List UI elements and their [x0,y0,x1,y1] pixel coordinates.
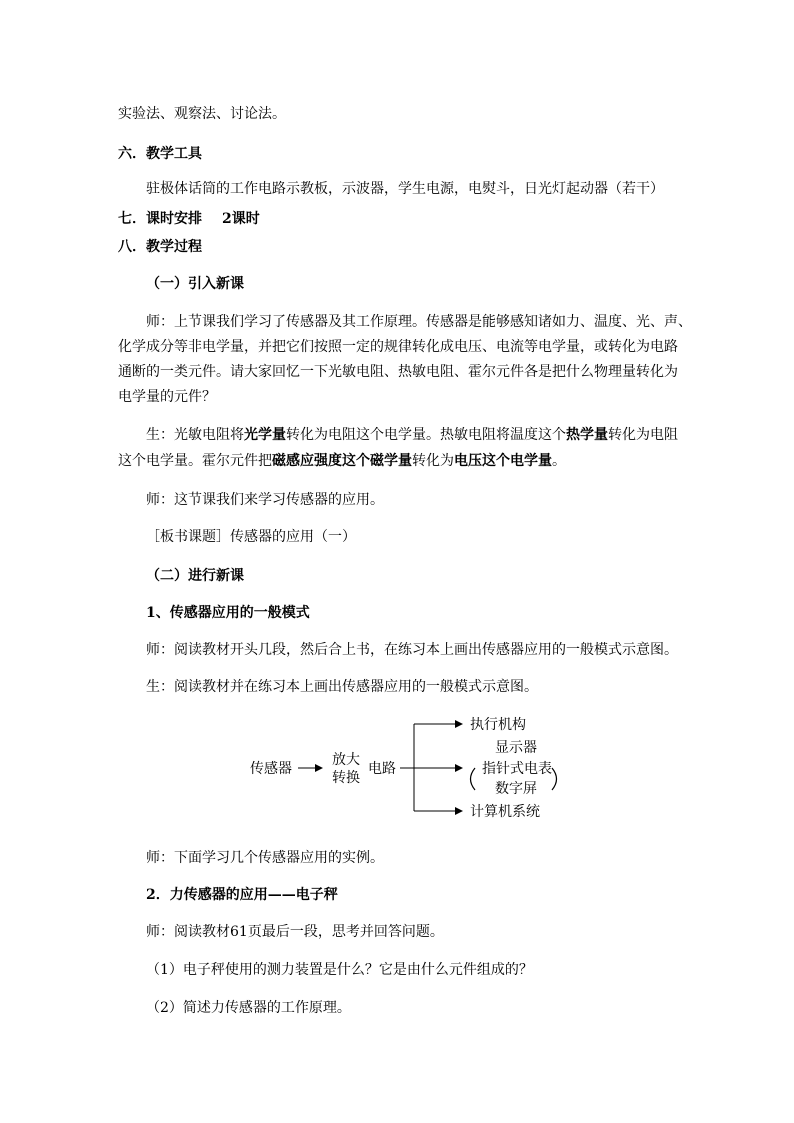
student1-emph: 电压这个电学量 [454,453,552,469]
teacher1-line2: 化学成分等非电学量，并把它们按照一定的规律转化成电压、电流等电学量，或转化为电路 [118,339,678,355]
student1-emph: 磁感应强度这个磁学量 [272,453,412,469]
student1-emph: 光学量 [244,427,286,443]
teacher1-line1: 师：上节课我们学习了传感器及其工作原理。传感器是能够感知诸如力、温度、光、声、 [146,314,692,330]
student1-emph: 热学量 [566,427,608,443]
sensor-label: 传感器 [250,761,292,777]
section7-hours: 2课时 [222,211,260,227]
meter-label: 指针式电表 [482,761,552,777]
teacher2-text: 师：这节课我们来学习传感器的应用。 [146,492,384,508]
circuit-label: 电路 [368,761,396,777]
part1-heading: （一）引入新课 [146,276,244,292]
student1-text: 转化为 [412,453,454,469]
student1-text: 转化为电阻这个电学量。热敏电阻将温度这个 [286,427,566,443]
methods-text: 实验法、观察法、讨论法。 [118,106,286,122]
left-paren [471,768,476,790]
teacher1-line3: 通断的一类元件。请大家回忆一下光敏电阻、热敏电阻、霍尔元件各是把什么物理量转化为 [118,364,678,380]
teacher5-text: 师：阅读教材61页最后一段，思考并回答问题。 [146,924,444,940]
actuator-label: 执行机构 [470,717,526,733]
teacher4-text: 师：下面学习几个传感器应用的实例。 [146,850,384,866]
question-2: （2）简述力传感器的工作原理。 [146,1000,351,1016]
section6-content: 驻极体话筒的工作电路示教板，示波器，学生电源，电熨斗，日光灯起动器（若干） [146,181,664,197]
part2-heading: （二）进行新课 [146,568,244,584]
display-label: 显示器 [495,740,537,756]
teacher3-text: 师：阅读教材开头几段，然后合上书，在练习本上画出传感器应用的一般模式示意图。 [146,642,678,658]
digital-screen-label: 数字屏 [495,781,537,797]
amp-label-2: 转换 [332,770,360,786]
amp-label-1: 放大 [332,752,360,768]
part2-sub2: 2．力传感器的应用——电子秤 [146,887,338,903]
student1-text: 转化为电阻 [608,427,678,443]
board-title: ［板书课题］传感器的应用（一） [146,529,356,545]
section8-title: 八．教学过程 [118,239,202,255]
student1-text: 生：光敏电阻将 [146,427,244,443]
student1-text: 。 [552,453,566,469]
question-1: （1）电子秤使用的测力装置是什么？它是由什么元件组成的？ [146,962,533,978]
section6-title: 六．教学工具 [118,146,202,162]
right-paren [552,768,557,790]
computer-label: 计算机系统 [470,804,540,820]
teacher1-line4: 电学量的元件？ [118,389,216,405]
section7-title: 七．课时安排 [118,211,202,227]
student2-text: 生：阅读教材并在练习本上画出传感器应用的一般模式示意图。 [146,679,538,695]
student1-text: 这个电学量。霍尔元件把 [118,453,272,469]
part2-sub1: 1、传感器应用的一般模式 [146,605,310,621]
